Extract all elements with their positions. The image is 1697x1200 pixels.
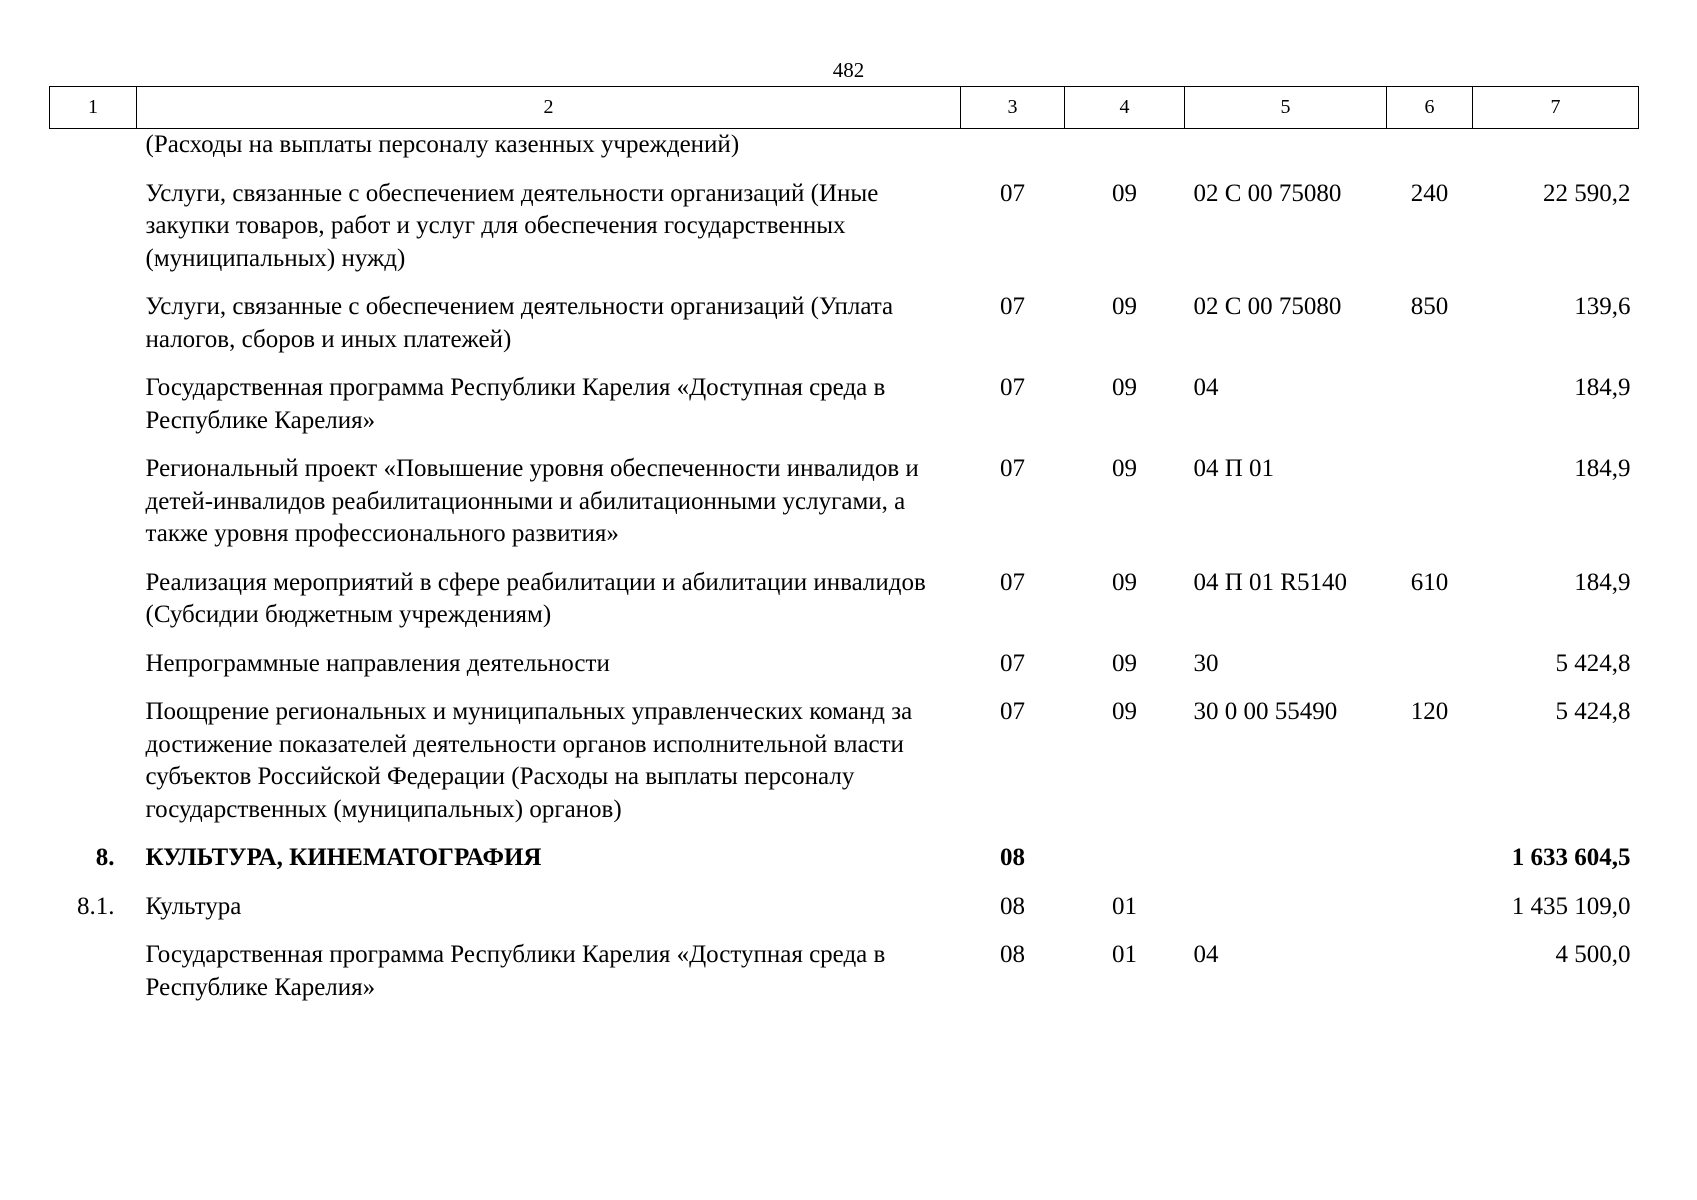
table-row [50, 178, 1639, 292]
row-csr: 04 [1193, 374, 1219, 401]
row-number [50, 696, 137, 842]
row-sum: 4 500,0 [1555, 941, 1631, 968]
table-row [50, 453, 1639, 567]
row-sum: 1 435 109,0 [1511, 892, 1631, 920]
header-col-3: 3 [961, 87, 1065, 129]
row-name: Реализация мероприятий в сфере реабилитации и абилитации инвалидов (Субсидии бюджетным учреждениям) [145, 568, 926, 628]
row-podrazdel: 09 [1112, 374, 1137, 401]
table-row [50, 891, 1639, 940]
table-row [50, 696, 1639, 842]
row-vr [1387, 372, 1473, 453]
row-vr: 850 [1410, 293, 1449, 320]
row-csr [1185, 891, 1387, 940]
row-number [50, 291, 137, 372]
row-podrazdel: 09 [1112, 455, 1137, 482]
row-podrazdel: 09 [1112, 568, 1137, 596]
row-csr [1185, 129, 1387, 178]
table-row [50, 129, 1639, 178]
row-razdel: 07 [1000, 374, 1025, 401]
row-razdel: 08 [1000, 844, 1025, 871]
header-col-7: 7 [1473, 87, 1639, 129]
row-sum: 184,9 [1574, 374, 1631, 401]
table-row [50, 291, 1639, 372]
row-razdel: 07 [1000, 568, 1025, 596]
row-name: Региональный проект «Повышение уровня обеспеченности инвалидов и детей-инвалидов реабилитационными и абилитационными услугами, а также уровня профессионального развития» [145, 455, 919, 547]
row-podrazdel: 01 [1112, 892, 1137, 920]
row-vr: 120 [1410, 698, 1449, 725]
table-row [50, 939, 1639, 1020]
row-csr: 02 С 00 75080 [1193, 293, 1342, 320]
row-name: Непрограммные направления деятельности [145, 649, 610, 677]
row-podrazdel [1065, 842, 1185, 891]
row-name: Услуги, связанные с обеспечением деятельности организаций (Уплата налогов, сборов и иных платежей) [145, 293, 894, 353]
row-razdel: 08 [1000, 941, 1025, 968]
page-number: 482 [832, 58, 865, 82]
row-number [50, 372, 137, 453]
row-podrazdel [1065, 129, 1185, 178]
row-csr: 04 П 01 [1193, 455, 1275, 482]
row-sum [1473, 129, 1639, 178]
row-podrazdel: 09 [1112, 293, 1137, 320]
row-name: Поощрение региональных и муниципальных управленческих команд за достижение показателей деятельности органов исполнительной власти субъектов Российской Федерации (Расходы на выплаты персоналу государственных (муниципальных) органов) [145, 698, 913, 823]
budget-table [49, 86, 1639, 1020]
header-col-1: 1 [50, 87, 137, 129]
row-number [50, 178, 137, 292]
row-number: 8. [95, 844, 115, 871]
row-csr: 30 0 00 55490 [1193, 698, 1338, 725]
row-csr: 02 С 00 75080 [1193, 179, 1342, 207]
row-vr: 240 [1410, 179, 1449, 207]
row-vr [1387, 939, 1473, 1020]
row-podrazdel: 09 [1112, 649, 1137, 677]
row-razdel: 08 [1000, 892, 1025, 920]
row-number: 8.1. [77, 892, 115, 920]
row-razdel: 07 [1000, 179, 1025, 207]
header-col-2: 2 [137, 87, 961, 129]
row-sum: 5 424,8 [1555, 649, 1631, 677]
table-row [50, 648, 1639, 697]
row-name: (Расходы на выплаты персоналу казенных учреждений) [145, 131, 740, 158]
row-name: Культура [145, 892, 242, 920]
header-col-5: 5 [1185, 87, 1387, 129]
row-vr: 610 [1410, 568, 1449, 596]
row-number [50, 129, 137, 178]
row-razdel: 07 [1000, 293, 1025, 320]
header-row [50, 87, 1639, 129]
row-sum: 1 633 604,5 [1511, 844, 1631, 871]
row-name: КУЛЬТУРА, КИНЕМАТОГРАФИЯ [145, 844, 542, 871]
row-vr [1387, 842, 1473, 891]
row-csr: 04 П 01 R5140 [1193, 568, 1347, 596]
row-csr: 30 [1193, 649, 1219, 677]
row-number [50, 648, 137, 697]
row-vr [1387, 129, 1473, 178]
row-razdel: 07 [1000, 649, 1025, 677]
row-name: Услуги, связанные с обеспечением деятельности организаций (Иные закупки товаров, работ и услуг для обеспечения государственных (муниципальных) нужд) [145, 179, 879, 272]
row-vr [1387, 648, 1473, 697]
row-number [50, 567, 137, 648]
header-col-4: 4 [1065, 87, 1185, 129]
row-podrazdel: 09 [1112, 698, 1137, 725]
row-sum: 184,9 [1574, 455, 1631, 482]
row-name: Государственная программа Республики Карелия «Доступная среда в Республике Карелия» [145, 374, 886, 434]
table-row [50, 842, 1639, 891]
header-col-6: 6 [1387, 87, 1473, 129]
row-sum: 22 590,2 [1543, 179, 1631, 207]
row-csr [1185, 842, 1387, 891]
table-row [50, 567, 1639, 648]
row-csr: 04 [1193, 941, 1219, 968]
row-number [50, 939, 137, 1020]
row-name: Государственная программа Республики Карелия «Доступная среда в Республике Карелия» [145, 941, 886, 1001]
row-razdel [961, 129, 1065, 178]
table-header [50, 87, 1639, 129]
table-row [50, 372, 1639, 453]
row-number [50, 453, 137, 567]
row-vr [1387, 453, 1473, 567]
row-sum: 184,9 [1574, 568, 1631, 596]
row-sum: 139,6 [1574, 293, 1631, 320]
row-podrazdel: 01 [1112, 941, 1137, 968]
row-podrazdel: 09 [1112, 179, 1137, 207]
row-sum: 5 424,8 [1555, 698, 1631, 725]
row-razdel: 07 [1000, 698, 1025, 725]
row-razdel: 07 [1000, 455, 1025, 482]
table-body [50, 129, 1639, 1021]
row-vr [1387, 891, 1473, 940]
